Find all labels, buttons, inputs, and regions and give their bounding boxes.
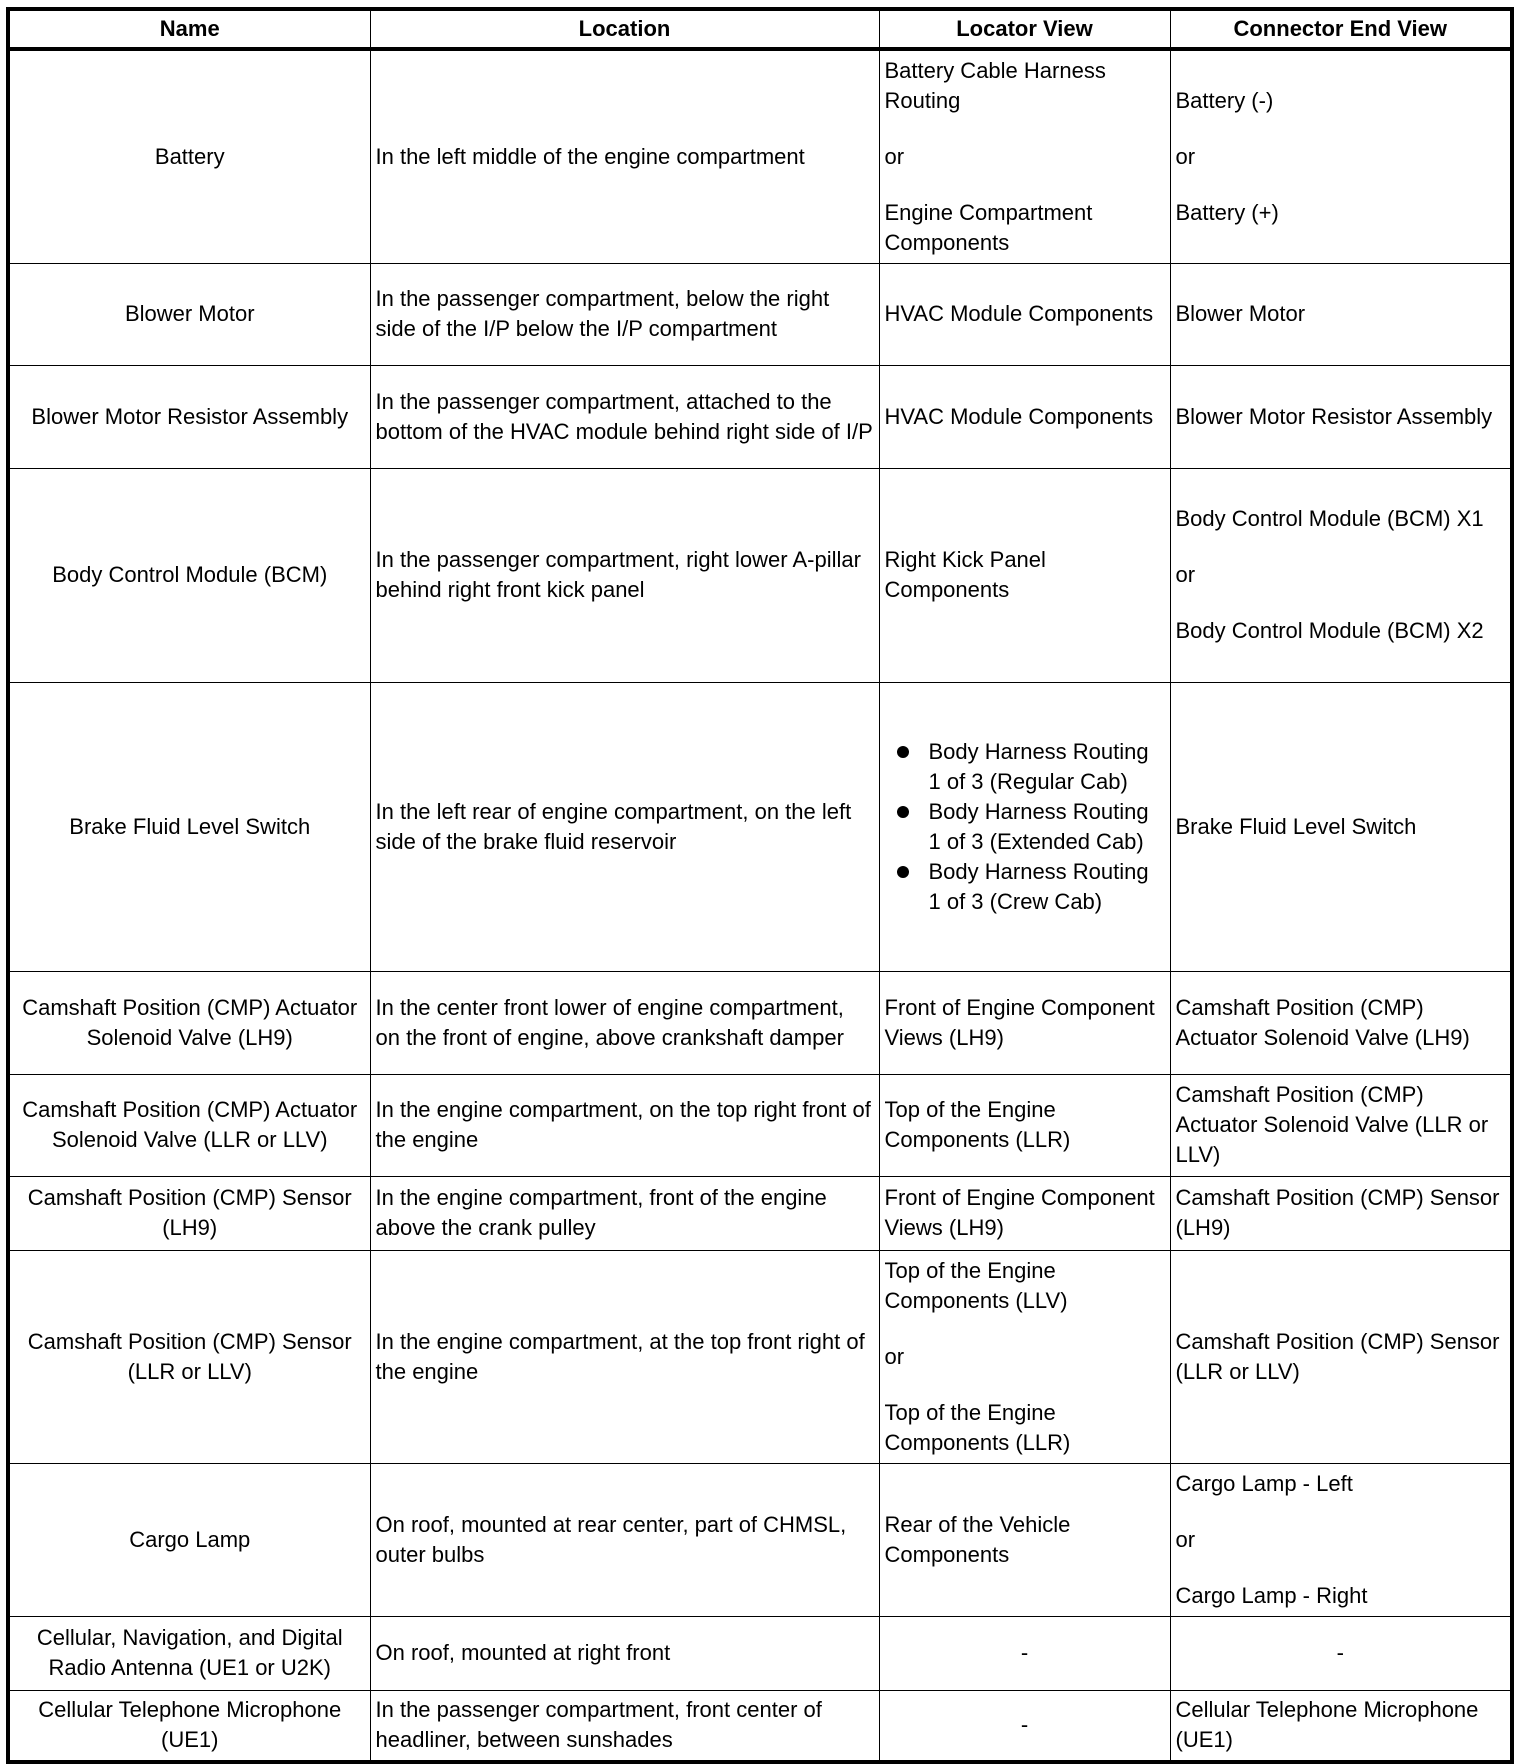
connector-end-view-cell <box>1170 1074 1512 1176</box>
location-cell: In the engine compartment, at the top front right of the engine <box>370 1250 879 1463</box>
name-cell: Cargo Lamp <box>8 1463 370 1616</box>
table-row <box>8 1690 1512 1762</box>
cell-line: Battery (-) <box>1175 87 1274 113</box>
column-header: Locator View <box>879 9 1170 49</box>
locator-view-cell <box>879 1176 1170 1250</box>
name-cell: Body Control Module (BCM) <box>8 468 370 682</box>
name-cell: Blower Motor Resistor Assembly <box>8 365 370 468</box>
locator-bullet-item <box>929 857 1165 917</box>
location-cell: On roof, mounted at right front <box>370 1616 879 1690</box>
locator-view-cell: - <box>879 1616 1170 1690</box>
locator-view-cell: - <box>879 1690 1170 1762</box>
table-row <box>8 1616 1512 1690</box>
name-cell: Camshaft Position (CMP) Sensor (LH9) <box>8 1176 370 1250</box>
cell-line: Cargo Lamp - Right <box>1175 1582 1368 1608</box>
bullet-icon <box>897 866 909 878</box>
cell-line: Top of the Engine Components (LLR) <box>884 1399 1071 1455</box>
column-header: Name <box>8 9 370 49</box>
bullet-icon <box>897 806 909 818</box>
cell-line: Camshaft Position (CMP) Sensor (LLR or LLV) <box>1175 1328 1500 1384</box>
table-row <box>8 1463 1512 1616</box>
or-separator: or <box>884 143 905 169</box>
cell-line: Camshaft Position (CMP) Actuator Solenoid Valve (LH9) <box>1175 994 1470 1050</box>
location-cell: In the passenger compartment, below the right side of the I/P below the I/P compartment <box>370 263 879 365</box>
locator-view-cell <box>879 1074 1170 1176</box>
location-cell: In the engine compartment, front of the engine above the crank pulley <box>370 1176 879 1250</box>
locator-view-cell <box>879 468 1170 682</box>
or-separator: or <box>884 1343 905 1369</box>
cell-line: HVAC Module Components <box>884 403 1154 429</box>
column-header: Connector End View <box>1170 9 1512 49</box>
or-separator: or <box>1175 1526 1196 1552</box>
name-cell: Cellular Telephone Microphone (UE1) <box>8 1690 370 1762</box>
cell-line: Top of the Engine Components (LLR) <box>884 1097 1071 1152</box>
locator-view-cell <box>879 365 1170 468</box>
table-row <box>8 682 1512 971</box>
bullet-text: Body Harness Routing 1 of 3 (Crew Cab) <box>928 858 1149 914</box>
location-cell: In the center front lower of engine compartment, on the front of engine, above crankshaft damper <box>370 971 879 1074</box>
locator-view-cell <box>879 263 1170 365</box>
column-header: Location <box>370 9 879 49</box>
cell-line: Top of the Engine Components (LLV) <box>884 1257 1068 1313</box>
name-cell: Camshaft Position (CMP) Actuator Solenoid Valve (LH9) <box>8 971 370 1074</box>
bullet-text: Body Harness Routing 1 of 3 (Extended Cab) <box>928 798 1149 854</box>
header-row <box>8 9 1512 49</box>
cell-line: Body Control Module (BCM) X1 <box>1175 506 1484 531</box>
name-cell: Battery <box>8 49 370 263</box>
connector-end-view-cell <box>1170 1690 1512 1762</box>
table-row <box>8 1074 1512 1176</box>
connector-end-view-cell <box>1170 263 1512 365</box>
cell-line: Camshaft Position (CMP) Sensor (LH9) <box>1175 1185 1500 1240</box>
connector-end-view-cell <box>1170 1176 1512 1250</box>
name-cell: Brake Fluid Level Switch <box>8 682 370 971</box>
connector-end-view-cell <box>1170 365 1512 468</box>
connector-end-view-cell <box>1170 468 1512 682</box>
component-locator-table <box>6 7 1514 1764</box>
location-cell: In the passenger compartment, right lower A-pillar behind right front kick panel <box>370 468 879 682</box>
locator-view-cell <box>879 1463 1170 1616</box>
cell-line: Brake Fluid Level Switch <box>1175 813 1417 839</box>
table-row <box>8 1176 1512 1250</box>
cell-line: Blower Motor Resistor Assembly <box>1175 403 1493 429</box>
table-row <box>8 971 1512 1074</box>
connector-end-view-cell <box>1170 971 1512 1074</box>
connector-end-view-cell <box>1170 1463 1512 1616</box>
connector-end-view-cell <box>1170 682 1512 971</box>
table-row <box>8 49 1512 263</box>
location-cell: In the engine compartment, on the top right front of the engine <box>370 1074 879 1176</box>
table-row <box>8 1250 1512 1463</box>
cell-line: HVAC Module Components <box>884 301 1154 326</box>
cell-line: Front of Engine Component Views (LH9) <box>884 994 1155 1050</box>
bullet-text: Body Harness Routing 1 of 3 (Regular Cab) <box>928 738 1149 794</box>
name-cell: Camshaft Position (CMP) Actuator Solenoid Valve (LLR or LLV) <box>8 1074 370 1176</box>
name-cell: Blower Motor <box>8 263 370 365</box>
name-cell: Camshaft Position (CMP) Sensor (LLR or LLV) <box>8 1250 370 1463</box>
cell-line: Body Control Module (BCM) X2 <box>1175 618 1484 643</box>
name-cell: Cellular, Navigation, and Digital Radio Antenna (UE1 or U2K) <box>8 1616 370 1690</box>
or-separator: or <box>1175 562 1196 587</box>
locator-bullet-item <box>929 737 1165 797</box>
cell-line: Battery Cable Harness Routing <box>884 57 1106 113</box>
locator-bullet-item <box>929 797 1165 857</box>
or-separator: or <box>1175 143 1196 169</box>
locator-bullet-list <box>885 737 1165 917</box>
table-row <box>8 263 1512 365</box>
location-cell: In the left middle of the engine compartment <box>370 49 879 263</box>
cell-line: Rear of the Vehicle Components <box>884 1511 1071 1567</box>
connector-end-view-cell: - <box>1170 1616 1512 1690</box>
connector-end-view-cell <box>1170 1250 1512 1463</box>
cell-line: Right Kick Panel Components <box>884 547 1046 602</box>
locator-view-cell <box>879 49 1170 263</box>
locator-view-cell <box>879 971 1170 1074</box>
cell-line: Camshaft Position (CMP) Actuator Solenoid Valve (LLR or LLV) <box>1175 1082 1489 1167</box>
bullet-icon <box>897 746 909 758</box>
cell-line: Cellular Telephone Microphone (UE1) <box>1175 1697 1479 1753</box>
location-cell: In the passenger compartment, front center of headliner, between sunshades <box>370 1690 879 1762</box>
location-cell: In the left rear of engine compartment, on the left side of the brake fluid reservoir <box>370 682 879 971</box>
cell-line: Cargo Lamp - Left <box>1175 1470 1353 1496</box>
cell-line: Engine Compartment Components <box>884 199 1093 255</box>
location-cell: On roof, mounted at rear center, part of CHMSL, outer bulbs <box>370 1463 879 1616</box>
table-row <box>8 468 1512 682</box>
cell-line: Blower Motor <box>1175 301 1306 326</box>
cell-line: Battery (+) <box>1175 199 1279 225</box>
locator-view-cell <box>879 1250 1170 1463</box>
connector-end-view-cell <box>1170 49 1512 263</box>
table-row <box>8 365 1512 468</box>
locator-view-cell <box>879 682 1170 971</box>
location-cell: In the passenger compartment, attached to the bottom of the HVAC module behind right side of I/P <box>370 365 879 468</box>
cell-line: Front of Engine Component Views (LH9) <box>884 1185 1155 1240</box>
